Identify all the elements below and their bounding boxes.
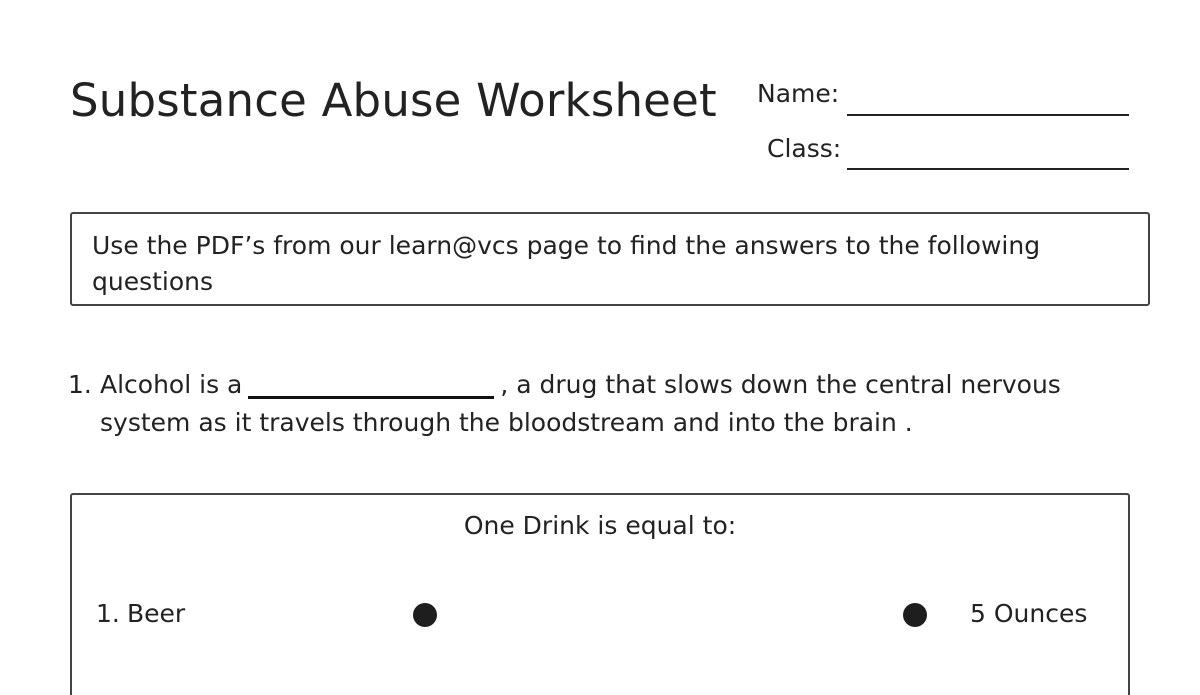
- class-input-line[interactable]: [847, 168, 1129, 170]
- name-input-line[interactable]: [847, 114, 1129, 116]
- instructions-box: [70, 212, 1150, 306]
- question-line-2: system as it travels through the bloodstream and into the brain .: [100, 408, 913, 437]
- drink-row-number: 1.: [96, 599, 120, 628]
- instructions-line-1: Use the PDF’s from our learn@vcs page to find the answers to the following: [92, 231, 1041, 260]
- right-match-dot[interactable]: [903, 603, 927, 627]
- drink-measure: 5 Ounces: [970, 599, 1088, 628]
- drink-item-beer: Beer: [127, 599, 186, 628]
- question-line-1: [100, 366, 1130, 404]
- question-number: 1.: [68, 370, 92, 399]
- worksheet-title: Substance Abuse Worksheet: [70, 74, 717, 127]
- name-label: Name:: [757, 79, 840, 108]
- drink-matching-box: [70, 493, 1130, 695]
- question-text-before-blank: Alcohol is a: [100, 370, 243, 399]
- class-label: Class:: [767, 134, 842, 163]
- left-match-dot[interactable]: [413, 603, 437, 627]
- question-text-after-blank: , a drug that slows down the central nervous: [500, 370, 1061, 399]
- drink-heading: One Drink is equal to:: [463, 511, 737, 540]
- instructions-line-2: questions: [92, 267, 214, 296]
- answer-blank[interactable]: [248, 366, 494, 399]
